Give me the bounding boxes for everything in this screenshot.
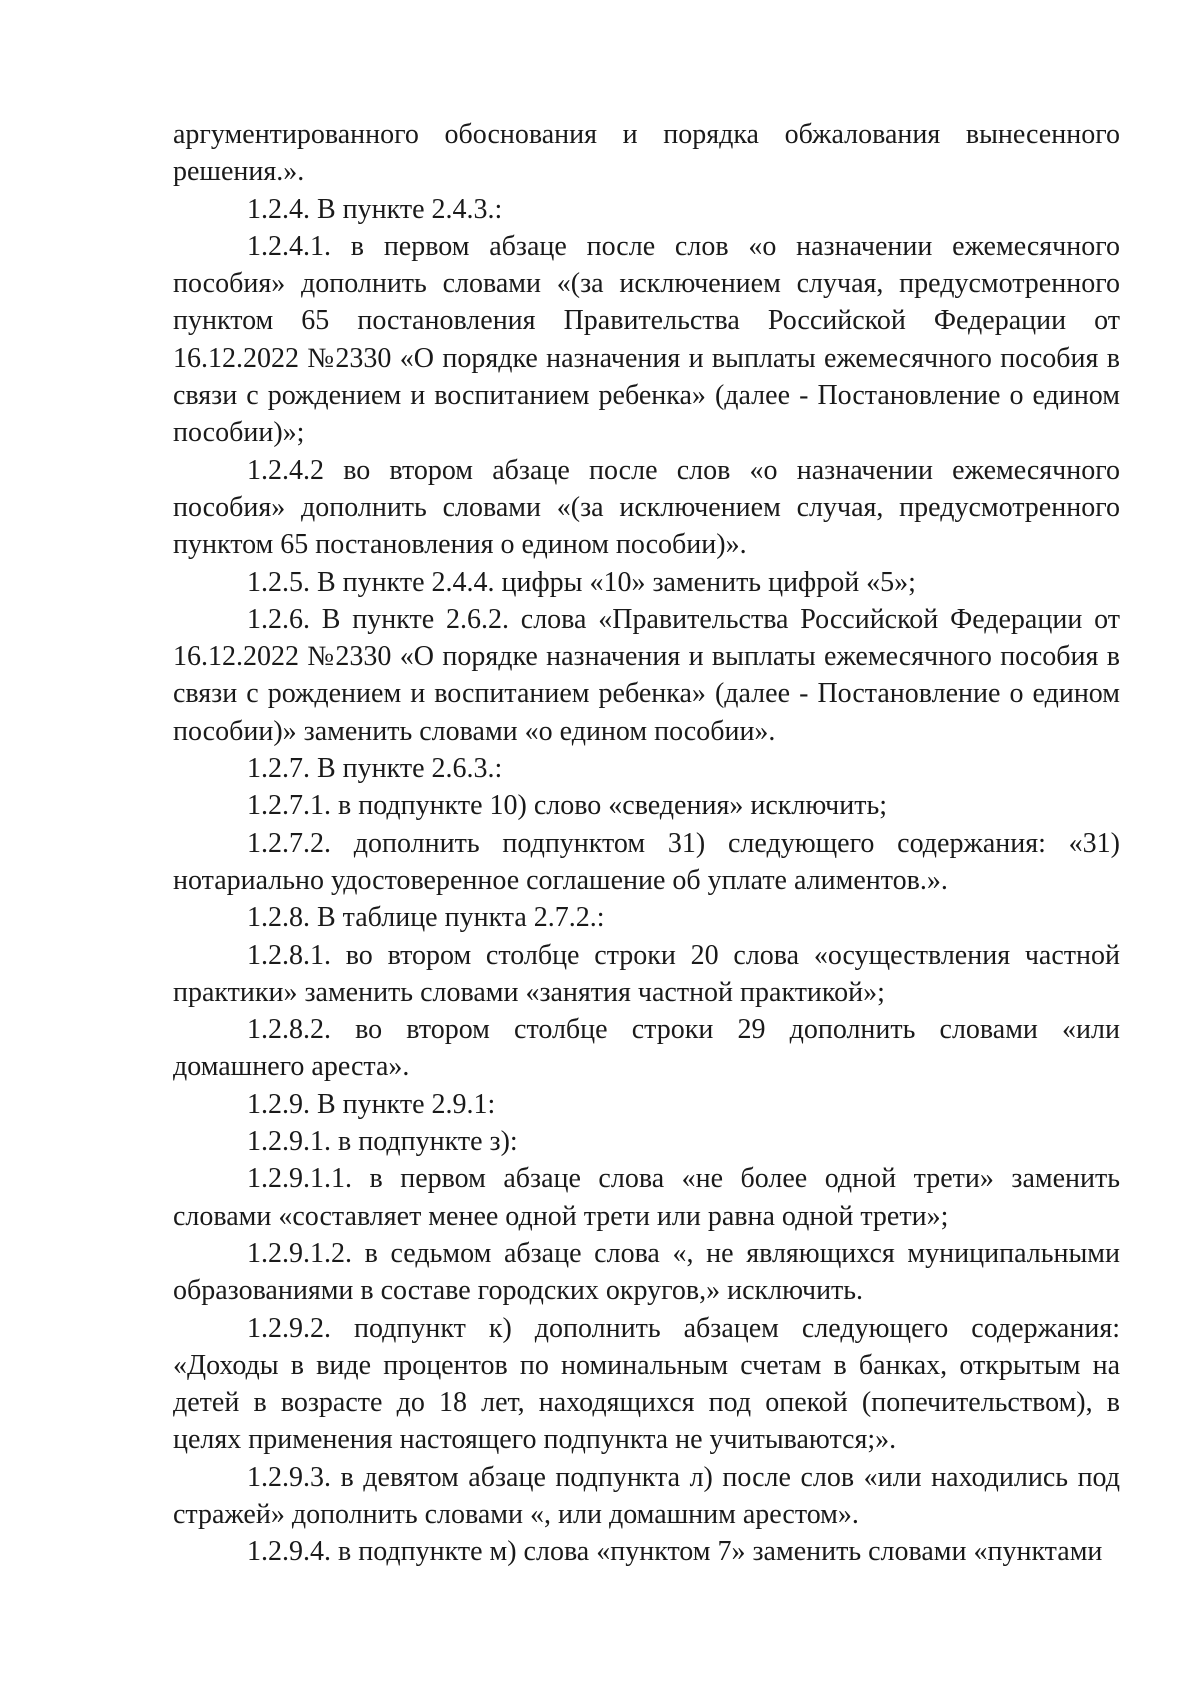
paragraph-1-2-5: 1.2.5. В пункте 2.4.4. цифры «10» заменить цифрой «5»; (247, 566, 916, 598)
paragraph-1-2-9-1-2: 1.2.9.1.2. в седьмом абзаце слова «, не являющихся муниципальными образованиями в составе городских округов,» исключить. (173, 1237, 1120, 1307)
paragraph-1-2-8-2: 1.2.8.2. во втором столбце строки 29 дополнить словами «или домашнего ареста». (173, 1014, 1120, 1083)
paragraph-1-2-6: 1.2.6. В пункте 2.6.2. слова «Правительства Российской Федерации от 16.12.2022 №2330 «О порядке назначения и выплаты ежемесячного пособия в связи с рождением и воспитанием ребенка» (далее - Постановление о едином пособии)» заменить словами «о едином пособии». (173, 603, 1120, 747)
paragraph-1-2-9-2: 1.2.9.2. подпункт к) дополнить абзацем следующего содержания: «Доходы в виде процентов по номинальным счетам в банках, открытым на детей в возрасте до 18 лет, находящихся под опекой (попечительством), в целях применения настоящего подпункта не учитываются;». (173, 1312, 1120, 1456)
paragraph-1-2-9-1-1: 1.2.9.1.1. в первом абзаце слова «не более одной трети» заменить словами «составляет менее одной трети или равна одной трети»; (173, 1163, 1120, 1232)
paragraph-continuation: аргументированного обоснования и порядка обжалования вынесенного решения.». (173, 119, 1120, 188)
paragraph-1-2-4-1: 1.2.4.1. в первом абзаце после слов «о назначении ежемесячного пособия» дополнить словами «(за исключением случая, предусмотренного пунктом 65 постановления Правительства Российской Федерации от 16.12.2022 №2330 «О порядке назначения и выплаты ежемесячного пособия в связи с рождением и воспитанием ребенка» (далее - Постановление о едином пособии)»; (173, 230, 1120, 449)
paragraph-1-2-7-1: 1.2.7.1. в подпункте 10) слово «сведения» исключить; (247, 790, 888, 822)
document-body (173, 116, 1120, 1571)
paragraph-1-2-9-3: 1.2.9.3. в девятом абзаце подпункта л) после слов «или находились под стражей» дополнить словами «, или домашним арестом». (173, 1461, 1120, 1530)
paragraph-1-2-8: 1.2.8. В таблице пункта 2.7.2.: (247, 902, 605, 934)
paragraph-1-2-9-1: 1.2.9.1. в подпункте з): (247, 1126, 518, 1158)
paragraph-1-2-4-2: 1.2.4.2 во втором абзаце после слов «о назначении ежемесячного пособия» дополнить словами «(за исключением случая, предусмотренного пунктом 65 постановления о едином пособии)». (173, 454, 1120, 561)
paragraph-1-2-9-4: 1.2.9.4. в подпункте м) слова «пунктом 7» заменить словами «пунктами (247, 1536, 1103, 1568)
paragraph-1-2-7-2: 1.2.7.2. дополнить подпунктом 31) следующего содержания: «31) нотариально удостоверенное соглашение об уплате алиментов.». (173, 827, 1120, 896)
paragraph-1-2-7: 1.2.7. В пункте 2.6.3.: (247, 753, 503, 785)
paragraph-1-2-4: 1.2.4. В пункте 2.4.3.: (247, 193, 503, 225)
paragraph-1-2-9: 1.2.9. В пункте 2.9.1: (247, 1088, 496, 1120)
paragraph-1-2-8-1: 1.2.8.1. во втором столбце строки 20 слова «осуществления частной практики» заменить словами «занятия частной практикой»; (173, 939, 1120, 1008)
